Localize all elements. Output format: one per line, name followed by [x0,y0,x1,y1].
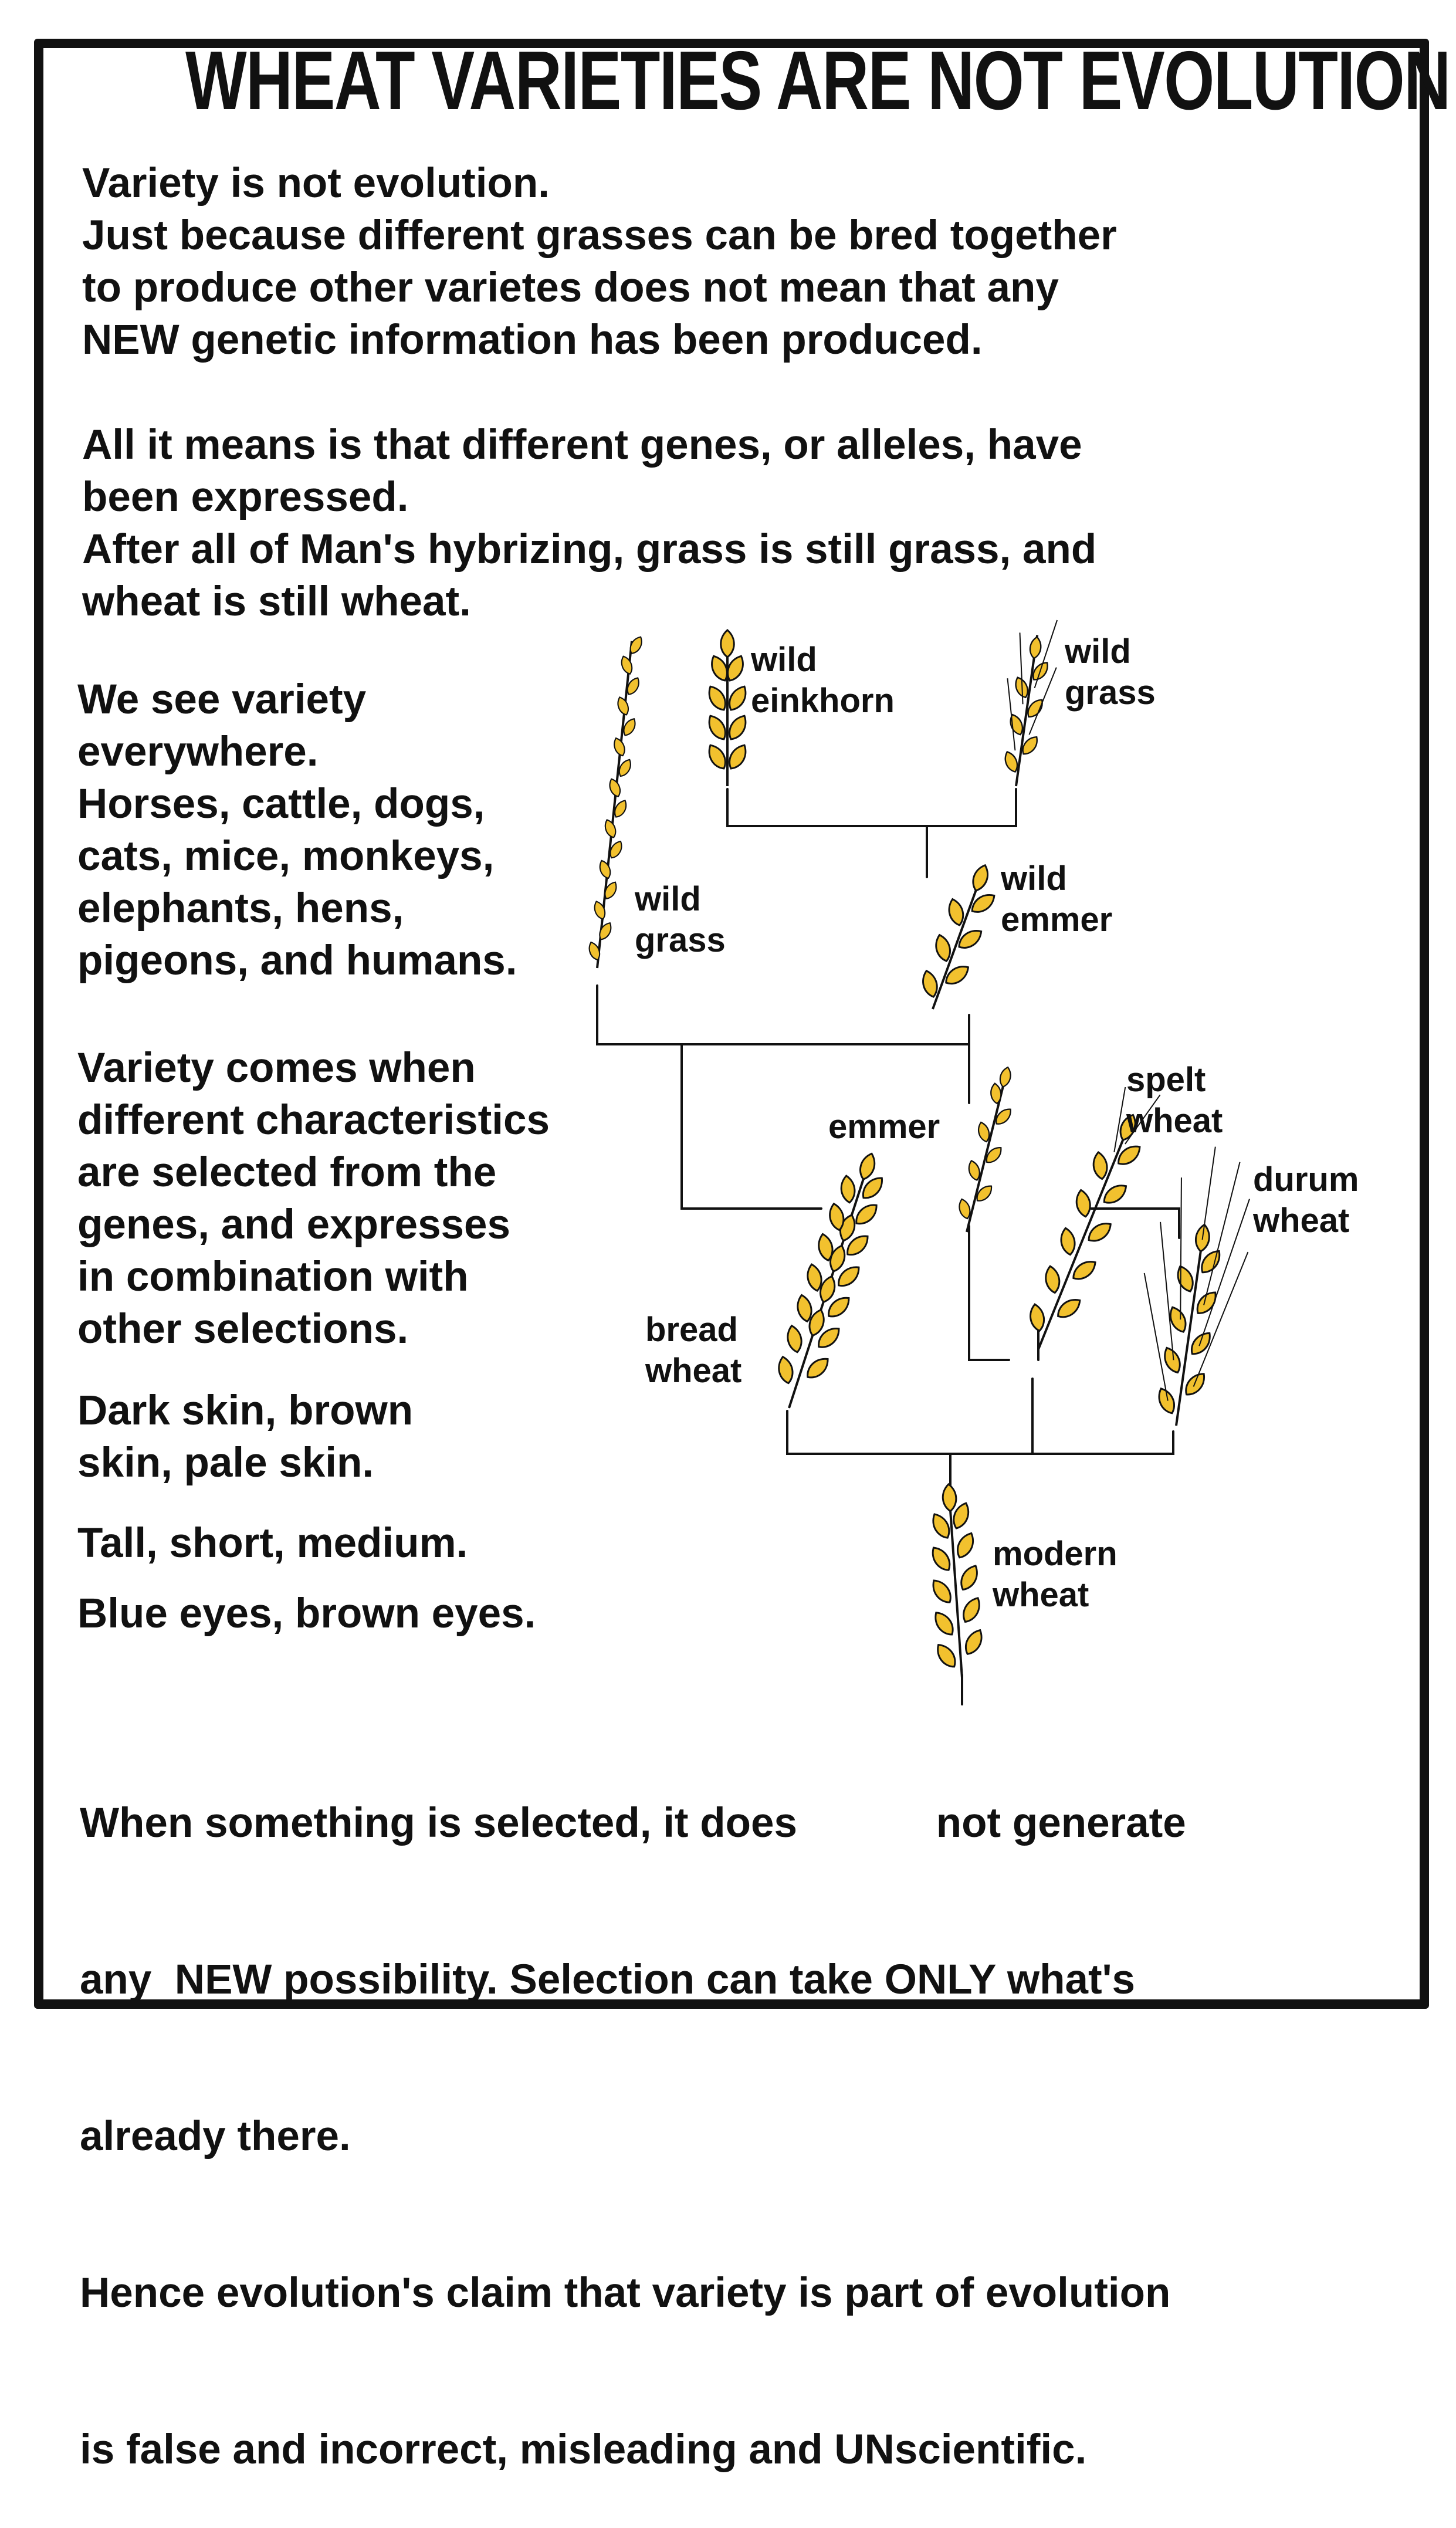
label-modern-wheat: modern wheat [993,1535,1118,1614]
label-wild-einkhorn: wild einkhorn [751,641,895,720]
conclusion-line: already there. [80,2113,351,2160]
intro-line: to produce other varietes does not mean that any [82,265,1059,311]
wheat-ear-icon [922,1483,989,1680]
label-durum-wheat: durum wheat [1253,1160,1359,1240]
label-wild-grass-top: wild grass [1065,632,1156,712]
skin-line: skin, pale skin. [77,1440,374,1486]
variety-line: everywhere. [77,729,319,775]
variety-line: Horses, cattle, dogs, [77,781,485,827]
selection-line: are selected from the [77,1149,497,1196]
wheat-ear-icon [993,614,1063,789]
alleles-line: been expressed. [82,474,409,520]
selection-line: in combination with [77,1254,469,1300]
selection-line: Variety comes when [77,1045,476,1091]
page-title: WHEAT VARIETIES ARE NOT EVOLUTION [185,34,1450,127]
label-spelt-wheat: spelt wheat [1126,1061,1223,1140]
skin-line: Dark skin, brown [77,1387,414,1434]
label-wild-emmer: wild emmer [1001,859,1113,939]
variety-line: elephants, hens, [77,885,404,932]
height-line: Tall, short, medium. [77,1520,468,1566]
label-bread-wheat: bread wheat [645,1311,742,1390]
intro-line: Just because different grasses can be bred together [82,212,1117,259]
conclusion-line: is false and incorrect, misleading and UNscientific. [80,2427,1087,2473]
alleles-line: wheat is still wheat. [82,578,471,625]
selection-line: other selections. [77,1306,409,1352]
conclusion-line: Hence evolution's claim that variety is part of evolution [80,2270,1171,2316]
wheat-ear-icon [910,857,1008,1018]
variety-line: cats, mice, monkeys, [77,833,495,879]
label-wild-grass-left: wild grass [635,880,726,959]
wheat-ear-icon [762,1145,899,1417]
wheat-ear-icon [950,1063,1024,1236]
conclusion-line: When something is selected, it does not generate [80,1800,1186,1846]
wheat-ear-icon [705,630,750,786]
variety-line: pigeons, and humans. [77,938,517,984]
wheat-ear-icon [1124,1139,1262,1432]
intro-line: Variety is not evolution. [82,160,550,207]
intro-line: NEW genetic information has been produced. [82,317,983,363]
alleles-line: All it means is that different genes, or alleles, have [82,422,1082,468]
label-emmer: emmer [828,1108,940,1146]
selection-line: genes, and expresses [77,1202,511,1248]
selection-line: different characteristics [77,1097,550,1143]
variety-line: We see variety [77,676,367,723]
eyes-line: Blue eyes, brown eyes. [77,1590,536,1637]
alleles-line: After all of Man's hybrizing, grass is still grass, and [82,526,1097,573]
conclusion-line: any NEW possibility. Selection can take ONLY what's [80,1957,1135,2003]
